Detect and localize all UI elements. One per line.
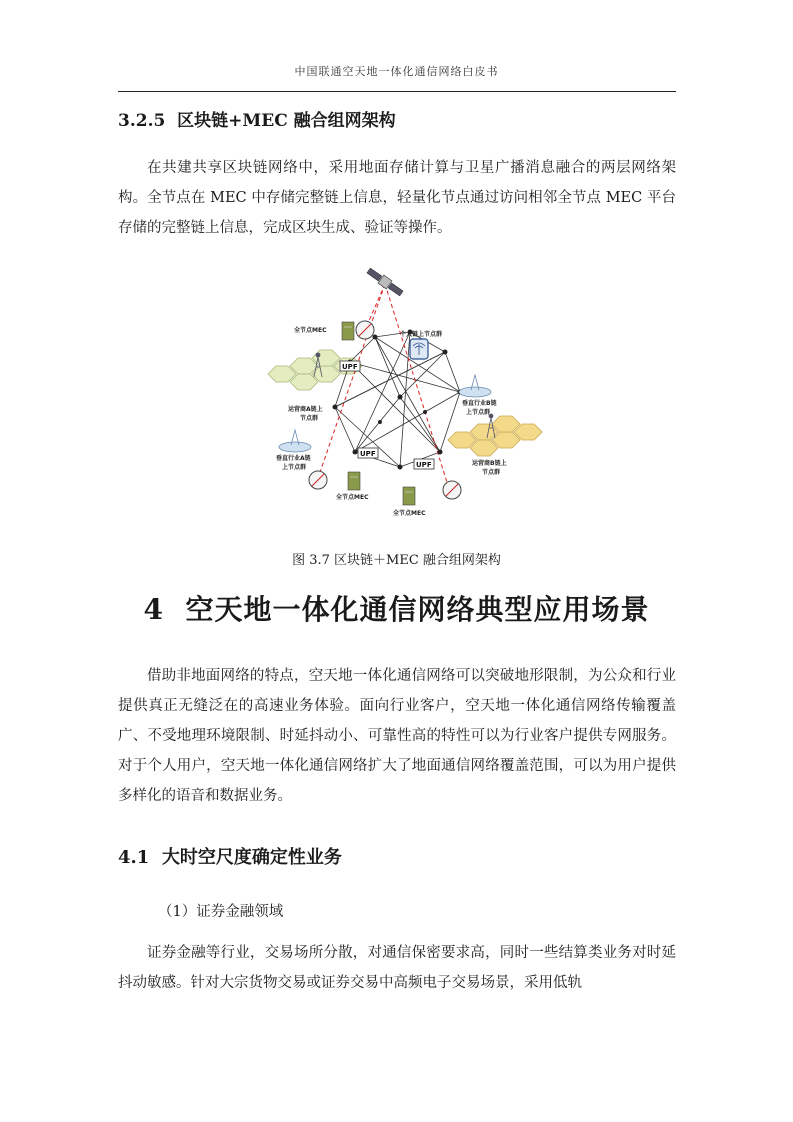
chapter-number: 4 — [143, 593, 164, 626]
cell-tower-icon — [459, 375, 491, 397]
section-number: 4.1 — [118, 847, 150, 868]
upf-label: UPF — [416, 461, 432, 469]
vertical-b-label-2: 上节点群 — [466, 409, 491, 416]
mobile-device-icon — [410, 339, 428, 359]
satellite-dish-icon — [443, 481, 461, 499]
full-node-mec-label: 全节点MEC — [294, 327, 327, 334]
vertical-a-label-2: 上节点群 — [282, 464, 307, 471]
satellite-icon — [366, 266, 405, 297]
section-3-2-5-heading — [118, 106, 396, 131]
section-title: 区块链+MEC 融合组网架构 — [177, 111, 396, 131]
server-icon — [348, 472, 360, 490]
server-icon — [403, 487, 415, 505]
upf-box — [340, 361, 360, 371]
personal-nodes-label: 个人链上节点群 — [400, 331, 443, 338]
upf-label: UPF — [342, 363, 358, 371]
header-divider — [118, 91, 676, 92]
section-number: 3.2.5 — [118, 111, 166, 131]
full-node-mec-label: 全节点MEC — [393, 510, 426, 517]
section-4-1-paragraph: 证券金融等行业，交易场所分散，对通信保密要求高，同时一些结算类业务对时延抖动敏感。针对大宗货物交易或证券交易中高频电子交易场景，采用低轨 — [118, 945, 676, 991]
upf-label: UPF — [360, 450, 376, 458]
chapter-title: 空天地一体化通信网络典型应用场景 — [185, 593, 650, 626]
upf-box — [414, 459, 434, 469]
section-3-2-5-paragraph: 在共建共享区块链网络中，采用地面存储计算与卫星广播消息融合的两层网络架构。全节点在 MEC 中存储完整链上信息，轻量化节点通过访问相邻全节点 MEC 平台存储的完整链上信息，完成区块生成、验证等操作。 — [118, 160, 676, 236]
chapter-4-heading — [0, 588, 793, 628]
satellite-dish-icon — [356, 321, 374, 339]
full-node-mec-label: 全节点MEC — [336, 494, 369, 501]
vertical-b-label-1: 垂直行业B链 — [462, 400, 497, 407]
blockchain-mec-figure — [250, 262, 550, 527]
page-header: 中国联通空天地一体化通信网络白皮书 — [294, 65, 499, 78]
section-4-1-heading — [118, 843, 342, 869]
operator-b-label-2: 节点群 — [482, 469, 501, 476]
chapter-4-paragraph: 借助非地面网络的特点，空天地一体化通信网络可以突破地形限制，为公众和行业提供真正无缝泛在的高速业务体验。面向行业客户，空天地一体化通信网络传输覆盖广、不受地理环境限制、时延抖动小、可靠性高的特性可以为行业客户提供专网服务。对于个人用户，空天地一体化通信网络扩大了地面通信网络覆盖范围，可以为用户提供多样化的语音和数据业务。 — [118, 668, 676, 804]
server-icon — [342, 322, 354, 340]
mesh-lines — [335, 332, 460, 467]
operator-a-label-1: 运营商A链上 — [288, 406, 323, 413]
cell-tower-icon — [279, 430, 311, 452]
vertical-a-label-1: 垂直行业A链 — [276, 455, 311, 462]
upf-box — [358, 448, 378, 458]
satellite-dish-icon — [309, 471, 327, 489]
section-title: 大时空尺度确定性业务 — [161, 847, 342, 868]
list-item-securities: （1）证券金融领域 — [158, 904, 284, 920]
operator-a-label-2: 节点群 — [300, 415, 319, 422]
figure-caption: 图 3.7 区块链＋MEC 融合组网架构 — [292, 553, 501, 568]
operator-b-label-1: 运营商B链上 — [472, 460, 507, 467]
